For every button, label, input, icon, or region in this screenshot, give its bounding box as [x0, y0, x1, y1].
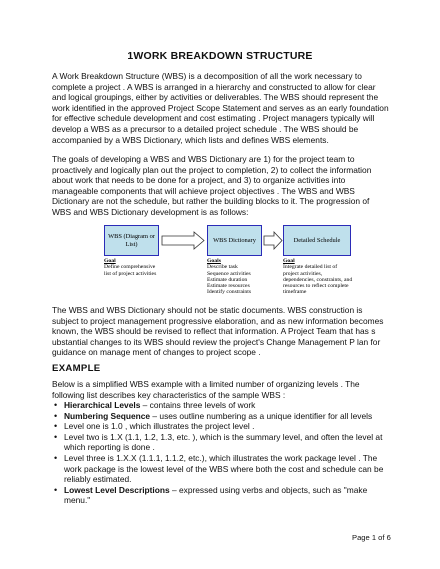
list-item-term: Lowest Level Descriptions [64, 484, 170, 495]
characteristics-list [52, 400, 390, 506]
arrow-icon [263, 225, 283, 256]
schedule-goal-column [283, 258, 383, 296]
goal-line: timeframe [283, 289, 307, 296]
list-item-text: Level three is 1.X.X (1.1.1, 1.1.2, etc.), which illustrates the work package level . The work package is the lowest level of the WBS where both the cost and schedule can be reliably estimated. [64, 452, 384, 485]
list-item-text: – expressed using verbs and objects, such as "make menu." [64, 484, 368, 506]
list-item [52, 432, 390, 453]
list-item [52, 400, 390, 411]
list-item-text: – contains three levels of work [140, 400, 256, 410]
arrow-icon [160, 225, 206, 256]
goal-label: Goal [104, 258, 116, 264]
goal-label: Goal [283, 258, 295, 264]
wbs-dictionary-box: WBS Dictionary [207, 225, 262, 256]
goal-line: Sequence activities [207, 270, 251, 277]
goal-line: Estimate resources [207, 283, 250, 290]
list-item [52, 485, 390, 506]
wbs-box: WBS (Diagram or List) [104, 225, 159, 256]
goal-line: Integrate detailed list of [283, 264, 338, 271]
goal-line: project activities, [283, 270, 323, 277]
example-intro-paragraph: Below is a simplified WBS example with a limited number of organizing levels . The following list describes key characteristics of the sample WBS : [52, 379, 360, 400]
goal-line: Estimate duration [207, 276, 248, 283]
list-item [52, 411, 390, 422]
list-item-term: Hierarchical Levels [64, 400, 141, 410]
list-item-term: Numbering Sequence [64, 410, 151, 421]
example-heading: EXAMPLE [52, 363, 101, 374]
static-documents-paragraph: The WBS and WBS Dictionary should not be static documents. WBS construction is subject to project management progressive elaboration, and as new information becomes known, the WBS should be revised to reflect that information. A Project Team that has s ubstantial changes to its WBS should review the project's Change Management P lan for guidance on manage ment of changes to project scope . [52, 305, 384, 358]
goal-line: dependencies, constraints, and [283, 276, 353, 283]
goal-line: Describe task [207, 264, 238, 271]
list-item-text: Level one is 1.0 , which illustrates the project level . [64, 421, 255, 432]
list-item-text: – uses outline numbering as a unique identifier for all levels [150, 410, 373, 421]
document-title: 1WORK BREAKDOWN STRUCTURE [127, 50, 313, 62]
goals-paragraph: The goals of developing a WBS and WBS Dictionary are 1) for the project team to proactively and logically plan out the project to completion, 2) to collect the information about work that needs to be done for a project, and 3) to organize activities into manageable components that will achieve project objectives . The WBS and WBS Dictionary are not the schedule, but rather the building blocks to it. The progression of WBS and WBS Dictionary development is as follows: [52, 154, 372, 217]
goal-line: Identify constraints [207, 289, 252, 296]
goal-line: Define comprehensive [104, 264, 156, 271]
wbs-progression-diagram [104, 225, 394, 303]
list-item-text: Level two is 1.X (1.1, 1.2, 1.3, etc. ), which is the summary level, and often the level at which reporting is done . [64, 431, 383, 453]
wbs-goal-column [104, 258, 199, 277]
list-item [52, 453, 390, 485]
goal-line: list of project activities [104, 270, 157, 277]
goals-label: Goals [207, 258, 221, 264]
dictionary-goals-column [207, 258, 277, 296]
page-number: Page 1 of 6 [352, 533, 391, 542]
intro-paragraph: A Work Breakdown Structure (WBS) is a decomposition of all the work necessary to complete a project . A WBS is arranged in a hierarchy and constructed to allow for clear and logical groupings, either by activities or deliverables. The WBS should represent the work identified in the approved Project Scope Statement and serves as an early foundation for effective schedule development and cost estimating . Project managers typically will develop a WBS as a precursor to a detailed project schedule . The WBS should be accompanied by a WBS Dictionary, which lists and defines WBS elements. [52, 71, 389, 145]
list-item [52, 421, 390, 432]
goal-line: resources to reflect complete [283, 283, 349, 290]
detailed-schedule-box: Detailed Schedule [283, 225, 351, 256]
